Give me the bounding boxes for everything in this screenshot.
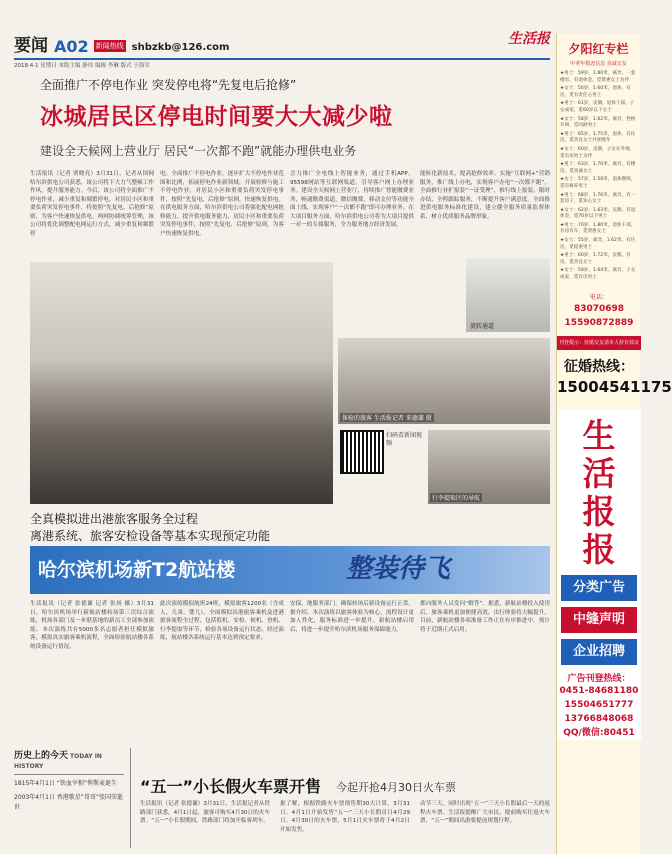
may-day-column-2: 据了解，根据铁路火车票预售期30天计算，3月31日、4月1日开始发售“五一”三天小长假首日4月29日、4月30日的火车票，5月1日火车票将于4月2日开始发售。 xyxy=(280,801,410,833)
big-char: 报 xyxy=(582,530,616,569)
history-title-en: TODAY IN HISTORY xyxy=(14,753,102,770)
history-box xyxy=(14,748,124,848)
personal-ad: ★男士：61岁，丧偶，退休干部，子女成家，觅60岁以下女士 xyxy=(560,101,635,113)
sidebar-phone[interactable]: 15590872889 xyxy=(564,318,634,328)
photo-baggage-navigation xyxy=(428,430,550,504)
recruitment-ads-box[interactable]: 企业招聘 xyxy=(561,639,637,665)
feature-column-2: 此次演练模拟航班24班，模拟旅客1200名（含成人、儿童、婴儿），全面模拟出港旅客乘机及进港旅客流程全过程，包括值机、安检、候机、登机、行李提取等环节，检验各项设备运行状态。经过演练，航站楼各系统运行基本达到预定要求。 xyxy=(160,601,284,641)
section-name: 要闻 xyxy=(14,36,48,56)
photo-caption: 体验的旅客 生活报记者 来德谦 摄 xyxy=(342,415,432,422)
history-title xyxy=(14,748,124,775)
personal-ad: ★女士：57岁，1.58米，退休教师，觅有修养男士 xyxy=(560,177,636,189)
lead-column-3: 会力推广全电线上智能业务，通过手机APP、95598网站等互联网渠道，引导客户网上办理业务。建设全天候网上营业厅，持续推广智能缴费业务，畅通缴费渠道，微信缴费、移动支付等功能全面上线，实现客户“一次都不跑”即可办理业务。在大项目服务方面，哈尔滨供电公司将为大项目提供一对一的专属服务，全力服务地方经济发展。 xyxy=(290,171,414,228)
page-code: A02 xyxy=(54,37,89,56)
ad-hotline-number[interactable]: 0451-84681180 xyxy=(559,686,639,696)
classified-sidebar xyxy=(556,34,672,854)
personal-ad: ★女士：56岁，1.60米，退休，有房，觅有责任心男士 xyxy=(560,86,631,98)
photo-rotating-channel xyxy=(466,258,550,332)
sidebar-phone-label: 电话： xyxy=(589,294,608,301)
personal-ad: ★女士：59岁，1.64米，离异，子女成家，觅有房男士 xyxy=(560,268,636,281)
feature-subtitle-1: 全真模拟进出港旅客服务全过程 xyxy=(30,512,199,526)
ad-hotline-number[interactable]: 13766848068 xyxy=(564,714,634,724)
history-title-text: 历史上的今天 xyxy=(14,751,69,761)
qr-code[interactable] xyxy=(340,430,384,474)
sidebar-title: 夕阳红专栏 xyxy=(568,42,629,56)
personal-ad: ★男士：63岁，1.70米，离异，有楼房，觅真诚女士 xyxy=(560,162,636,174)
sidebar-phone[interactable]: 83070698 xyxy=(573,304,625,314)
personal-ad: ★男士：60岁，1.72米，丧偶，有房，觅善良女士 xyxy=(560,253,631,265)
big-char: 报 xyxy=(582,492,616,531)
ad-hotline-number[interactable]: QQ/微信:80451 xyxy=(563,728,635,738)
header-info: 2018·4·1 星期日 本版主编 静伟 编辑 李琳 版式 于海军 xyxy=(14,63,150,69)
statement-ads-box[interactable]: 中缝声明 xyxy=(561,607,637,633)
photo-caption: 旋转通道 xyxy=(470,323,495,330)
ad-hotline-number[interactable]: 15504651777 xyxy=(564,700,634,710)
may-day-column-1: 生活报讯（记者 张德谦）3月31日，生活报记者从铁路部门获悉，4月1日起，旅客可购买4月30日的火车票。“五一”小长假期间，铁路部门将加开临客列车。 xyxy=(140,801,270,824)
qr-caption: 扫码看新闻视频 xyxy=(386,432,423,447)
bottom-divider xyxy=(130,748,131,848)
may-day-subhead: 今起开抢4月30日火车票 xyxy=(336,781,456,794)
personal-ad: ★女士：62岁，1.63米，丧偶，有退休金，觅70岁以下男士 xyxy=(560,207,636,220)
sidebar-notice-bar: 刊登提示：征婚交友请本人持有效证件到本报 xyxy=(557,336,641,350)
feature-subtitle-2: 离港系统、旅客安检设备等基本实现预定功能 xyxy=(30,529,271,543)
personal-ad: ★男士：65岁，1.75米，退休，有住房，觅善良女士共度晚年 xyxy=(560,131,636,144)
personal-ad: ★男士：70岁，1.80米，退休干部，有房有车，觅贤惠女士 xyxy=(560,222,636,235)
ad-hotline-label: 广告刊登热线： xyxy=(567,674,631,684)
personals-list xyxy=(560,71,637,282)
big-char: 活 xyxy=(582,454,616,493)
history-item: 1815年4月1日 “铁血宰相”俾斯麦诞生 xyxy=(14,780,118,787)
feature-column-4: 都向服务人员发问“解答”。据悉，新航站楼投入使用后，旅客乘机更加便捷高效，出行体验将大幅提升。目前，新航站楼各项准备工作正在有序推进中，预计将于近期正式启用。 xyxy=(420,601,550,633)
big-char: 生 xyxy=(582,416,616,455)
may-day-column-3: 动节三天，同时出现“五一”三天小长假最后一天的返程火车票。生活报提醒广大市民，提前购买往返火车票，“五一”期间出游要提前规划行程。 xyxy=(420,801,550,824)
lead-column-1: 生活报讯（记者 贾晓亮）3月31日，记者从国网哈尔滨供电公司获悉，该公司将下大力气整顿工作作风，提升服务能力。今后，该公司将全面推广不停电作业，减少重复和频繁停电。对居民小区和重要负荷突发停电事件，将按照“先复电、后抢修”原则，为客户快速恢复供电。两网协调统筹管理，该公司将优化调整配电网运行方式，减少重复和频繁停 xyxy=(30,171,154,237)
lead-subhead: 建设全天候网上营业厅 居民“一次都不跑”就能办理供电业务 xyxy=(40,144,357,158)
main-photo-terminal xyxy=(30,262,333,504)
feature-slogan: 整装待飞 xyxy=(346,554,451,584)
feature-banner xyxy=(30,546,550,594)
newspaper-logo: 生活报 xyxy=(508,31,550,47)
classified-ads-box[interactable]: 分类广告 xyxy=(561,575,637,601)
lead-column-4: 能转化新技术，提高抢修效率。实施“互联网+”营销服务，推广线上办电，实现客户办电“一次都不跑”。全面推行业扩报装“一证受理”，推行线上报装、限时办结、全程跟踪服务，不断提升客户满意度。全面推进供电服务标准化建设，建立健全服务质量监督体系，树立优质服务品牌形象。 xyxy=(420,171,550,220)
feature-headline[interactable]: 哈尔滨机场新T2航站楼 xyxy=(38,559,236,581)
lead-column-2: 电。全面推广不停电作业，逐步扩大不停电作业范围和比例，拓展停电作业新领域，开展检修与施工不停电作业，对居民小区和重要负荷突发停电事件，按照“先复电、后抢修”原则，快速恢复供电。在供电服务方面，哈尔滨供电公司将强化配电网抢修能力，提升供电服务能力，居民小区和重要负荷突发停电事件，按照“先复电、后抢修”原则，为客户快速恢复供电。 xyxy=(160,171,284,237)
may-day-headline[interactable]: “五一”小长假火车票开售 xyxy=(140,777,322,796)
ad-services-block xyxy=(557,409,641,740)
personal-ad: ★女士：55岁，离异，1.62米，有住房，觅稳重男士 xyxy=(560,238,636,250)
personal-ad: ★女士：60岁，丧偶，子女在外地，觅有房男士为伴 xyxy=(560,146,635,159)
header-rule xyxy=(14,58,550,60)
feature-column-3: 安保、地服务部门，确保转场后新设备运行正常。据介绍，本次演练以旅客体验为核心，流程设计更加人性化，服务标准进一步提升。新航站楼启用后，将进一步提升哈尔滨机场服务保障能力。 xyxy=(290,601,414,633)
photo-caption: 行李提取区的导航 xyxy=(432,495,481,502)
lead-kicker: 全面推广不停电作业 突发停电将“先复电后抢修” xyxy=(40,78,297,92)
page-header xyxy=(14,28,550,56)
lead-headline[interactable]: 冰城居民区停电时间要大大减少啦 xyxy=(40,104,393,130)
feature-column-1: 生活报讯（记者 张德谦 记者 张扬 摄）3月31日，哈尔滨机场举行新航站楼转场第三次综合演练，机场各部门及一步联基地的新员工全部参加演练。本次演练共有5000多名志愿者担任模拟旅客，模拟真实旅客乘机流程，全面检验航站楼各系统设备运行情况。 xyxy=(30,601,154,650)
sidebar-subtitle: 中老年婚恋信息 真诚交友 xyxy=(570,61,627,67)
hotline-tag: 新闻热线 xyxy=(95,42,124,50)
personal-ad: ★男士：68岁，1.76米，离异，有一套房子，觅知心女士 xyxy=(560,192,636,205)
photo-passengers xyxy=(338,338,550,424)
marriage-hotline-label: 征婚热线： xyxy=(564,359,634,375)
personal-ad: ★男士：59岁，1.80米，离异，一套楼房，有退休金，觅贤惠女士为伴 xyxy=(560,71,636,83)
history-item: 2003年4月1日 香港歌星“哥哥”张国荣逝世 xyxy=(14,794,124,811)
marriage-hotline-number[interactable]: 15004541175 xyxy=(557,378,672,396)
personal-ad: ★女士：58岁，1.62米，离异，性格开朗，觅同龄男士 xyxy=(560,116,636,129)
header-email[interactable]: shbzkb@126.com xyxy=(131,42,230,53)
